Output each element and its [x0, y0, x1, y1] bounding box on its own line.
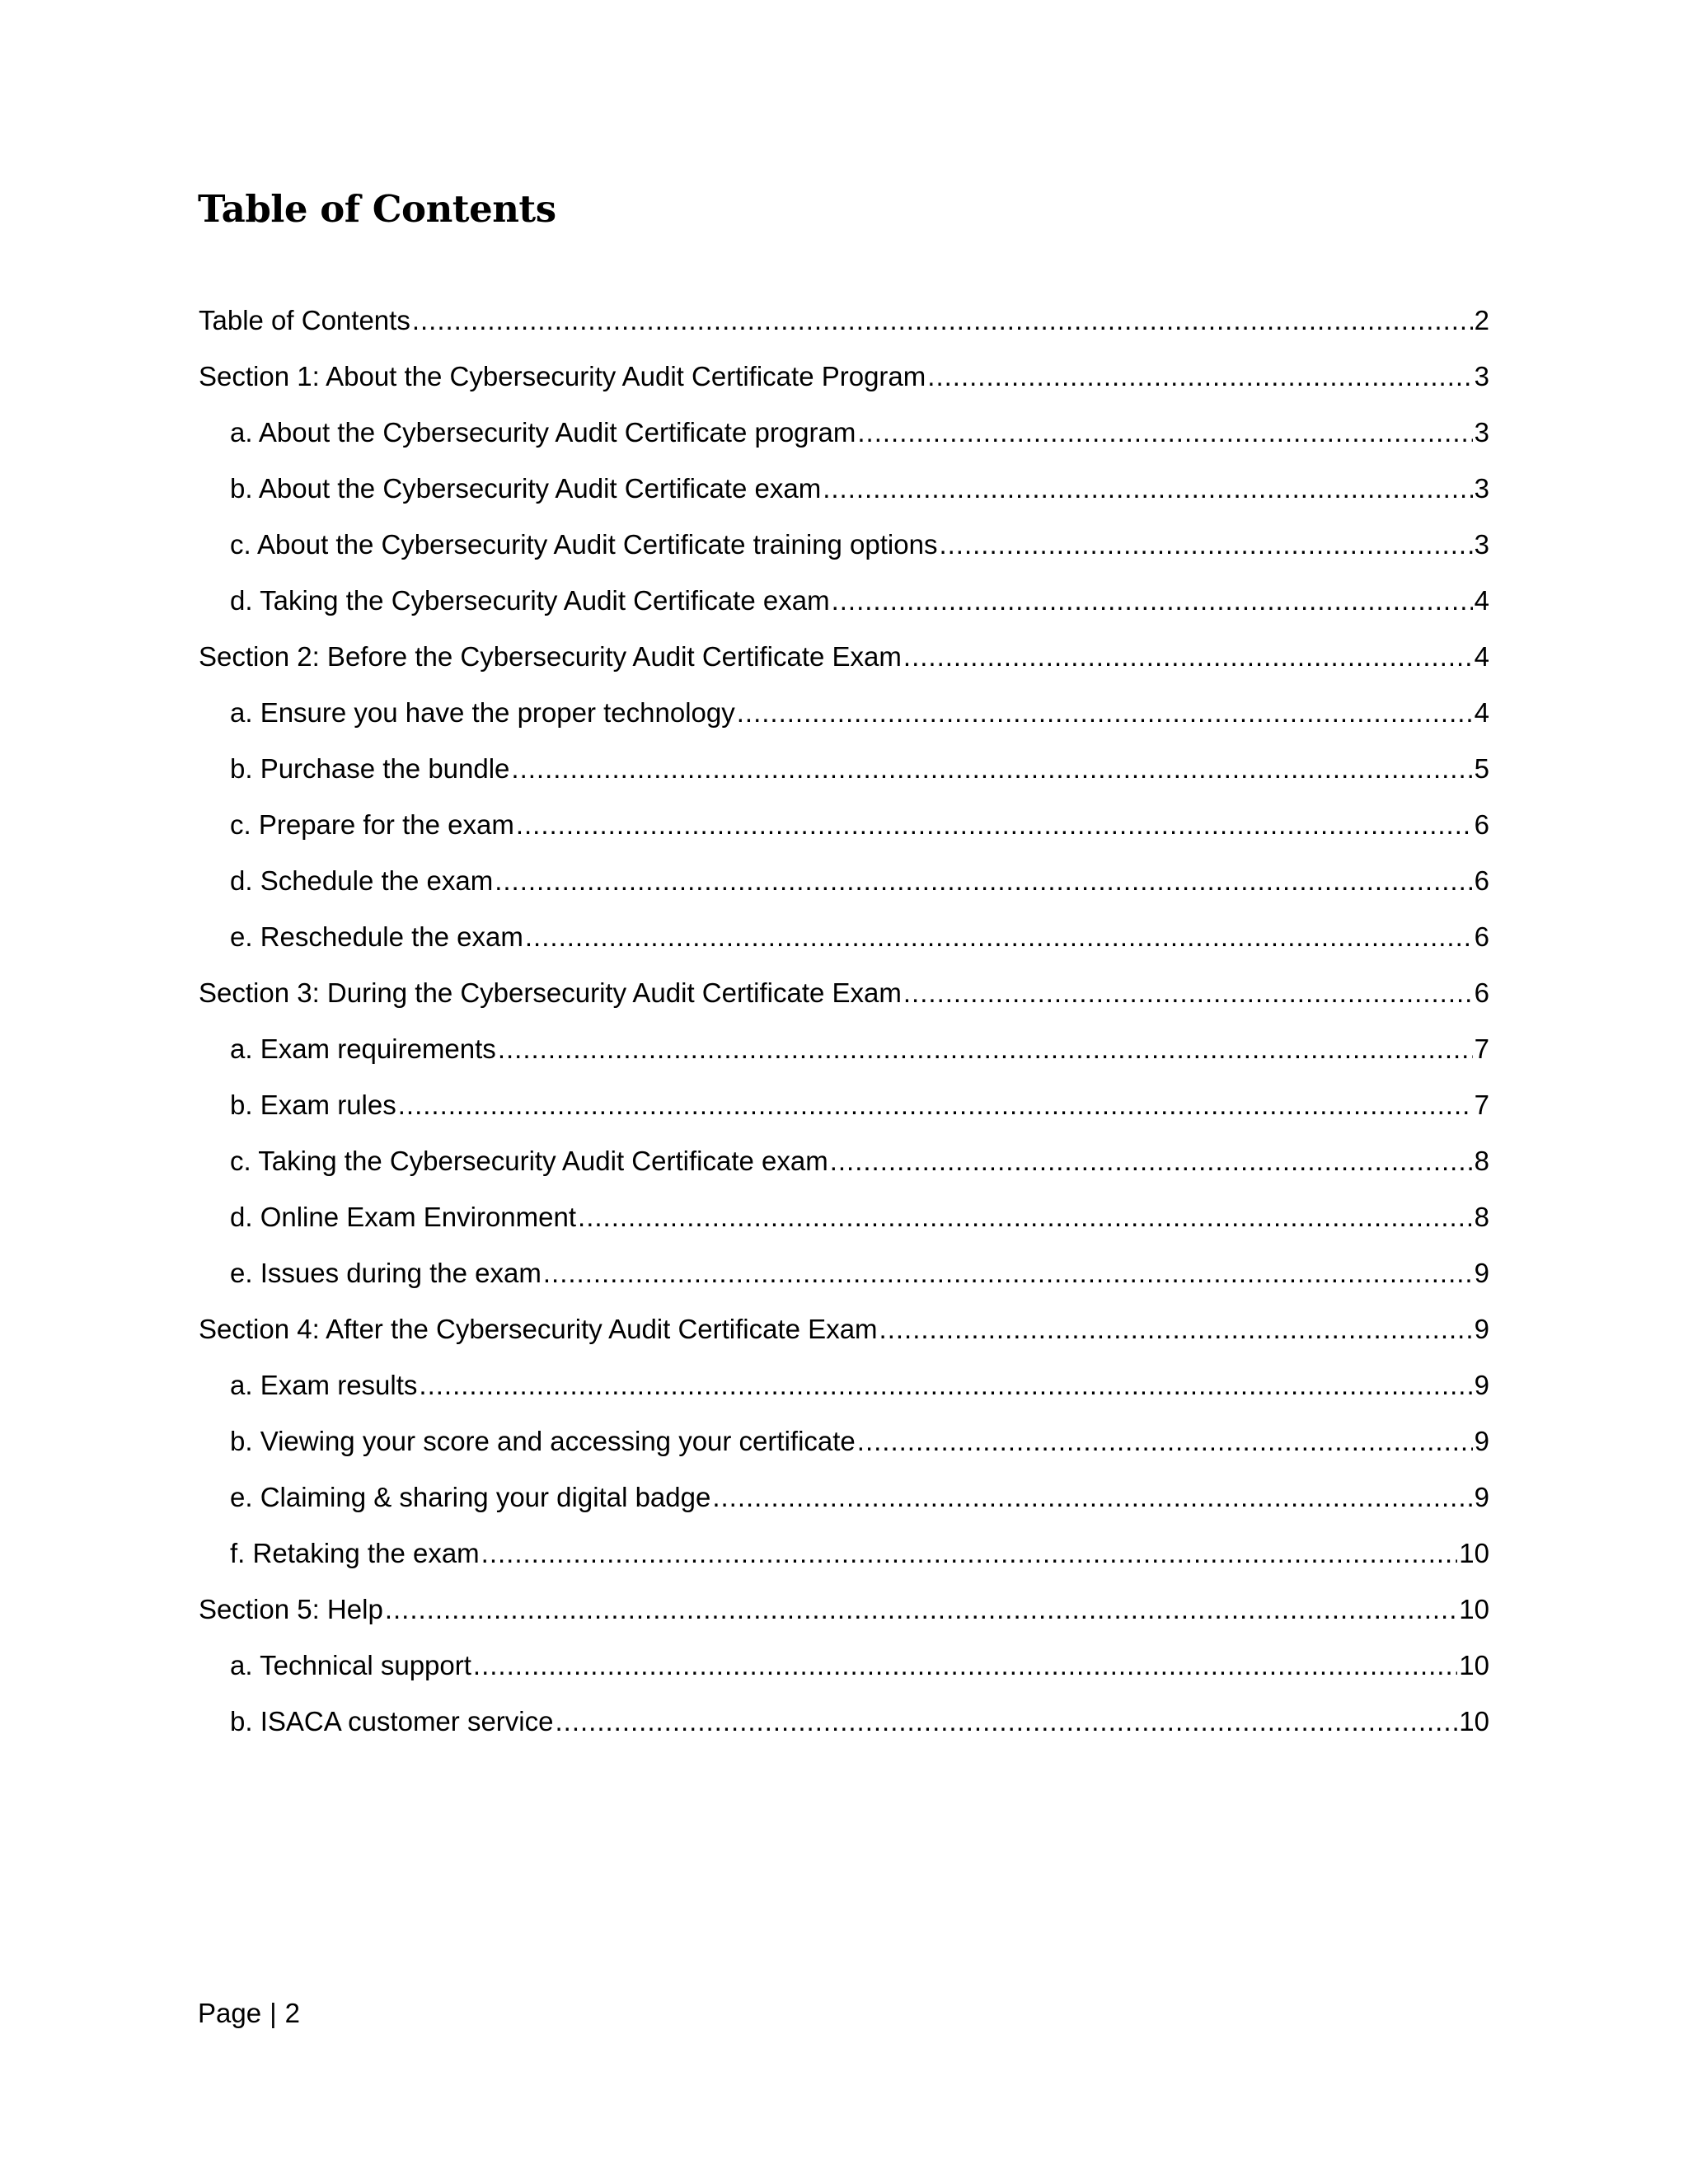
toc-entry-page-number: 6: [1474, 921, 1489, 952]
toc-entry-title: c. Prepare for the exam: [230, 809, 514, 840]
toc-entry-page-number: 3: [1474, 417, 1489, 448]
toc-entry-page-number: 3: [1474, 361, 1489, 391]
toc-dot-leader: [412, 300, 1473, 341]
toc-entry-page-number: 7: [1474, 1090, 1489, 1120]
toc-entry-title: c. About the Cybersecurity Audit Certificate training options: [230, 529, 938, 560]
toc-entry-title: b. About the Cybersecurity Audit Certificate exam: [230, 473, 822, 504]
toc-entry-title: a. Ensure you have the proper technology: [230, 697, 735, 728]
page-title: Table of Contents: [198, 187, 556, 231]
toc-entry-title: e. Reschedule the exam: [230, 921, 523, 952]
toc-section-entry[interactable]: [199, 1309, 1489, 1365]
toc-entry-page-number: 9: [1474, 1370, 1489, 1400]
toc-dot-leader: [830, 1141, 1473, 1182]
toc-entry-page-number: 8: [1474, 1146, 1489, 1176]
toc-entry-title: b. Exam rules: [230, 1090, 396, 1120]
toc-section-entry[interactable]: [199, 356, 1489, 412]
toc-dot-leader: [511, 748, 1472, 790]
toc-section-entry[interactable]: [199, 300, 1489, 356]
toc-dot-leader: [737, 692, 1473, 733]
toc-entry-page-number: 10: [1459, 1706, 1489, 1736]
toc-dot-leader: [419, 1365, 1472, 1406]
toc-entry-page-number: 10: [1459, 1538, 1489, 1568]
toc-dot-leader: [939, 524, 1472, 565]
toc-entry-page-number: 6: [1474, 865, 1489, 896]
toc-entry-page-number: 6: [1474, 977, 1489, 1008]
toc-subsection-entry[interactable]: [199, 412, 1489, 468]
toc-dot-leader: [555, 1701, 1457, 1742]
toc-dot-leader: [385, 1589, 1457, 1630]
toc-subsection-entry[interactable]: [199, 1029, 1489, 1085]
toc-entry-page-number: 6: [1474, 809, 1489, 840]
toc-entry-page-number: 3: [1474, 473, 1489, 504]
toc-entry-page-number: 2: [1474, 305, 1489, 335]
toc-dot-leader: [398, 1085, 1473, 1126]
toc-dot-leader: [903, 636, 1473, 677]
toc-section-entry[interactable]: [199, 1589, 1489, 1645]
toc-entry-title: Section 1: About the Cybersecurity Audit Certificate Program: [199, 361, 926, 391]
toc-entry-title: a. About the Cybersecurity Audit Certificate program: [230, 417, 856, 448]
footer-page-number: 2: [284, 1998, 301, 2028]
toc-subsection-entry[interactable]: [199, 804, 1489, 860]
toc-subsection-entry[interactable]: [199, 1253, 1489, 1309]
toc-subsection-entry[interactable]: [199, 1533, 1489, 1589]
toc-entry-page-number: 7: [1474, 1033, 1489, 1064]
toc-entry-page-number: 10: [1459, 1594, 1489, 1624]
toc-dot-leader: [578, 1197, 1473, 1238]
toc-dot-leader: [543, 1253, 1473, 1294]
toc-entry-title: Section 3: During the Cybersecurity Audit Certificate Exam: [199, 977, 902, 1008]
toc-subsection-entry[interactable]: [199, 860, 1489, 916]
toc-dot-leader: [712, 1477, 1472, 1518]
toc-dot-leader: [525, 916, 1473, 958]
toc-dot-leader: [823, 468, 1472, 509]
toc-section-entry[interactable]: [199, 972, 1489, 1029]
toc-entry-title: d. Online Exam Environment: [230, 1202, 577, 1232]
toc-section-entry[interactable]: [199, 636, 1489, 692]
toc-subsection-entry[interactable]: [199, 1477, 1489, 1533]
toc-subsection-entry[interactable]: [199, 1141, 1489, 1197]
toc-entry-page-number: 9: [1474, 1426, 1489, 1456]
toc-entry-title: a. Exam results: [230, 1370, 418, 1400]
toc-dot-leader: [857, 412, 1472, 453]
table-of-contents: [199, 300, 1489, 1757]
toc-entry-page-number: 9: [1474, 1482, 1489, 1512]
page-footer: [198, 1993, 300, 2034]
toc-entry-title: Section 4: After the Cybersecurity Audit Certificate Exam: [199, 1314, 878, 1344]
toc-subsection-entry[interactable]: [199, 1085, 1489, 1141]
toc-subsection-entry[interactable]: [199, 468, 1489, 524]
toc-dot-leader: [903, 972, 1473, 1014]
toc-entry-title: d. Schedule the exam: [230, 865, 494, 896]
toc-dot-leader: [857, 1421, 1473, 1462]
toc-subsection-entry[interactable]: [199, 1197, 1489, 1253]
toc-entry-title: c. Taking the Cybersecurity Audit Certificate exam: [230, 1146, 828, 1176]
toc-subsection-entry[interactable]: [199, 1645, 1489, 1701]
toc-subsection-entry[interactable]: [199, 692, 1489, 748]
toc-entry-page-number: 9: [1474, 1258, 1489, 1288]
toc-dot-leader: [516, 804, 1473, 846]
toc-entry-title: Table of Contents: [199, 305, 410, 335]
toc-subsection-entry[interactable]: [199, 1365, 1489, 1421]
toc-entry-page-number: 4: [1474, 585, 1489, 616]
toc-dot-leader: [927, 356, 1472, 397]
toc-entry-title: Section 2: Before the Cybersecurity Audit Certificate Exam: [199, 641, 902, 672]
toc-entry-title: d. Taking the Cybersecurity Audit Certificate exam: [230, 585, 830, 616]
toc-subsection-entry[interactable]: [199, 580, 1489, 636]
toc-entry-title: e. Claiming & sharing your digital badge: [230, 1482, 711, 1512]
toc-entry-page-number: 4: [1474, 697, 1489, 728]
toc-entry-page-number: 8: [1474, 1202, 1489, 1232]
toc-entry-title: Section 5: Help: [199, 1594, 383, 1624]
toc-entry-title: b. ISACA customer service: [230, 1706, 554, 1736]
toc-dot-leader: [495, 860, 1472, 902]
toc-entry-page-number: 4: [1474, 641, 1489, 672]
toc-dot-leader: [832, 580, 1473, 621]
toc-subsection-entry[interactable]: [199, 1701, 1489, 1757]
toc-subsection-entry[interactable]: [199, 748, 1489, 804]
toc-entry-page-number: 3: [1474, 529, 1489, 560]
toc-entry-title: f. Retaking the exam: [230, 1538, 480, 1568]
toc-dot-leader: [481, 1533, 1458, 1574]
toc-subsection-entry[interactable]: [199, 916, 1489, 972]
footer-page-label: Page: [198, 1998, 262, 2028]
toc-dot-leader: [473, 1645, 1457, 1686]
toc-entry-page-number: 5: [1474, 753, 1489, 784]
toc-entry-title: a. Exam requirements: [230, 1033, 496, 1064]
toc-subsection-entry[interactable]: [199, 524, 1489, 580]
toc-entry-title: a. Technical support: [230, 1650, 471, 1680]
toc-entry-page-number: 9: [1474, 1314, 1489, 1344]
toc-entry-title: b. Viewing your score and accessing your certificate: [230, 1426, 856, 1456]
toc-entry-title: b. Purchase the bundle: [230, 753, 510, 784]
toc-entry-page-number: 10: [1459, 1650, 1489, 1680]
toc-subsection-entry[interactable]: [199, 1421, 1489, 1477]
toc-entry-title: e. Issues during the exam: [230, 1258, 542, 1288]
footer-separator: |: [270, 1998, 277, 2028]
toc-dot-leader: [879, 1309, 1473, 1350]
toc-dot-leader: [498, 1029, 1473, 1070]
